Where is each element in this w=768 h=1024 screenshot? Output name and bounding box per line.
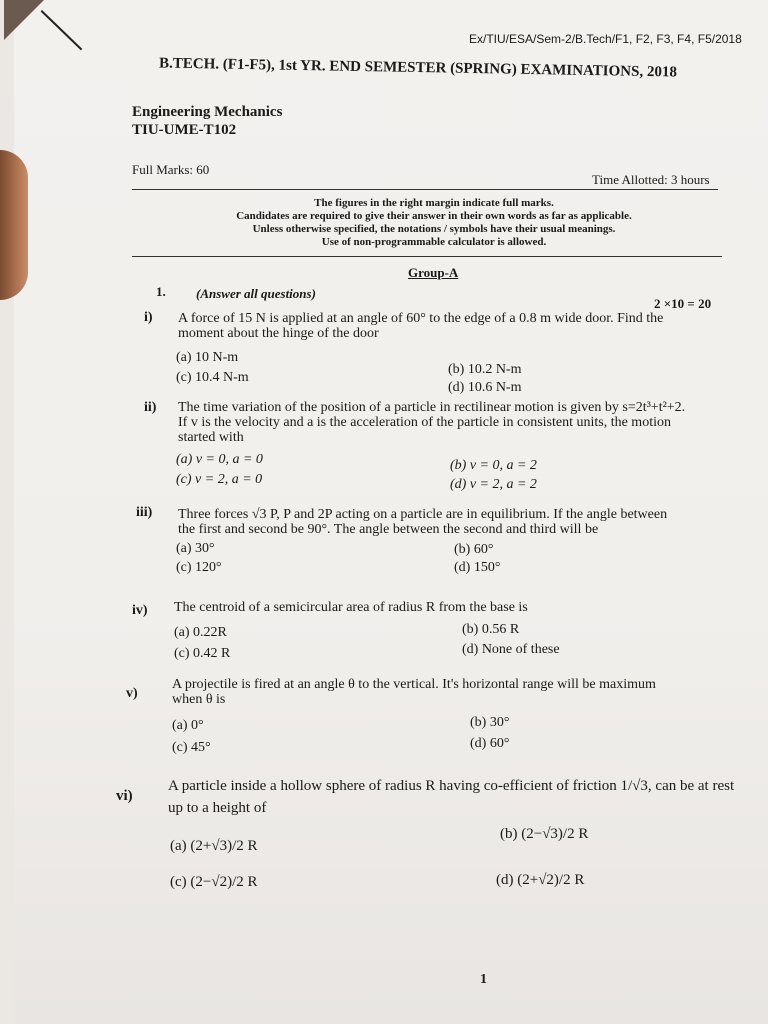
question-label: vi) [116,788,133,804]
option-d: (d) None of these [462,642,560,657]
question-text [172,677,656,707]
section-number: 1. [156,284,166,299]
section-instruction: (Answer all questions) [196,286,316,301]
question-line: If v is the velocity and a is the acceleration of the particle in consistent units, the motion [178,415,671,430]
option-c: (c) (2−√2)/2 R [170,874,258,890]
instructions-block [154,197,714,249]
thumb-shadow [0,150,28,300]
option-a: (a) 0° [172,718,204,733]
option-a: (a) 30° [176,541,215,556]
question-label: i) [144,310,153,325]
option-c: (c) 120° [176,560,222,575]
option-a: (a) 0.22R [174,625,227,640]
question-line: A projectile is fired at an angle θ to the vertical. It's horizontal range will be maximum [172,677,656,692]
top-rule [132,189,718,190]
subject-name: Engineering Mechanics [132,104,283,120]
question-line: The centroid of a semicircular area of radius R from the base is [174,600,528,615]
question-text [178,311,663,341]
instruction-line: Use of non-programmable calculator is allowed. [321,236,547,248]
question-line: Three forces √3 P, P and 2P acting on a particle are in equilibrium. If the angle between [178,507,668,522]
bottom-rule [132,256,722,257]
group-heading: Group-A [408,265,459,280]
instruction-line: Unless otherwise specified, the notations / symbols have their usual meanings. [252,223,616,235]
question-line: The time variation of the position of a particle in rectilinear motion is given by s=2t³+t²+2. [178,400,686,415]
exam-title: B.TECH. (F1-F5), 1st YR. END SEMESTER (SPRING) EXAMINATIONS, 2018 [158,55,678,81]
option-d: (d) (2+√2)/2 R [496,872,585,888]
corner-mark [41,10,83,50]
page-corner [4,0,44,40]
question-label: iv) [132,603,148,618]
option-b: (b) v = 0, a = 2 [450,458,537,473]
question-label: iii) [136,505,153,520]
question-line: started with [178,430,244,445]
question-text [168,775,734,819]
instruction-line: The figures in the right margin indicate full marks. [314,197,554,209]
instruction-line: Candidates are required to give their answer in their own words as far as applicable. [236,210,632,222]
subject-code: TIU-UME-T102 [132,122,237,138]
option-b: (b) 30° [470,715,510,730]
option-c: (c) 10.4 N-m [176,370,249,385]
question-line: A particle inside a hollow sphere of radius R having co-efficient of friction 1/√3, can be at rest [168,778,735,794]
option-d: (d) v = 2, a = 2 [450,477,537,492]
option-b: (b) 60° [454,542,494,557]
option-a: (a) v = 0, a = 0 [176,452,263,467]
exam-paper [14,0,768,1024]
time-allotted: Time Allotted: 3 hours [592,172,710,187]
question-line: when θ is [172,692,226,707]
question-line: the first and second be 90°. The angle between the second and third will be [178,522,599,537]
subject-block [132,103,282,139]
question-line: A force of 15 N is applied at an angle of 60° to the edge of a 0.8 m wide door. Find the [178,311,664,326]
question-text [178,400,685,445]
page-number: 1 [480,972,487,987]
option-c: (c) 45° [172,740,211,755]
option-d: (d) 10.6 N-m [448,380,522,395]
option-b: (b) 0.56 R [462,622,520,637]
section-marks: 2 ×10 = 20 [654,296,712,311]
option-a: (a) 10 N-m [176,350,239,365]
question-line: moment about the hinge of the door [178,326,379,341]
paper-code: Ex/TIU/ESA/Sem-2/B.Tech/F1, F2, F3, F4, F5/2018 [469,32,742,46]
question-label: v) [126,686,138,701]
option-b: (b) 10.2 N-m [448,362,522,377]
full-marks: Full Marks: 60 [132,162,210,177]
option-c: (c) v = 2, a = 0 [176,472,263,487]
question-label: ii) [144,400,157,415]
question-line: up to a height of [168,800,267,816]
question-text [178,507,667,537]
option-c: (c) 0.42 R [174,646,231,661]
option-d: (d) 60° [470,736,510,751]
option-b: (b) (2−√3)/2 R [500,826,589,842]
option-d: (d) 150° [454,560,501,575]
question-text [174,600,528,615]
option-a: (a) (2+√3)/2 R [170,838,258,854]
